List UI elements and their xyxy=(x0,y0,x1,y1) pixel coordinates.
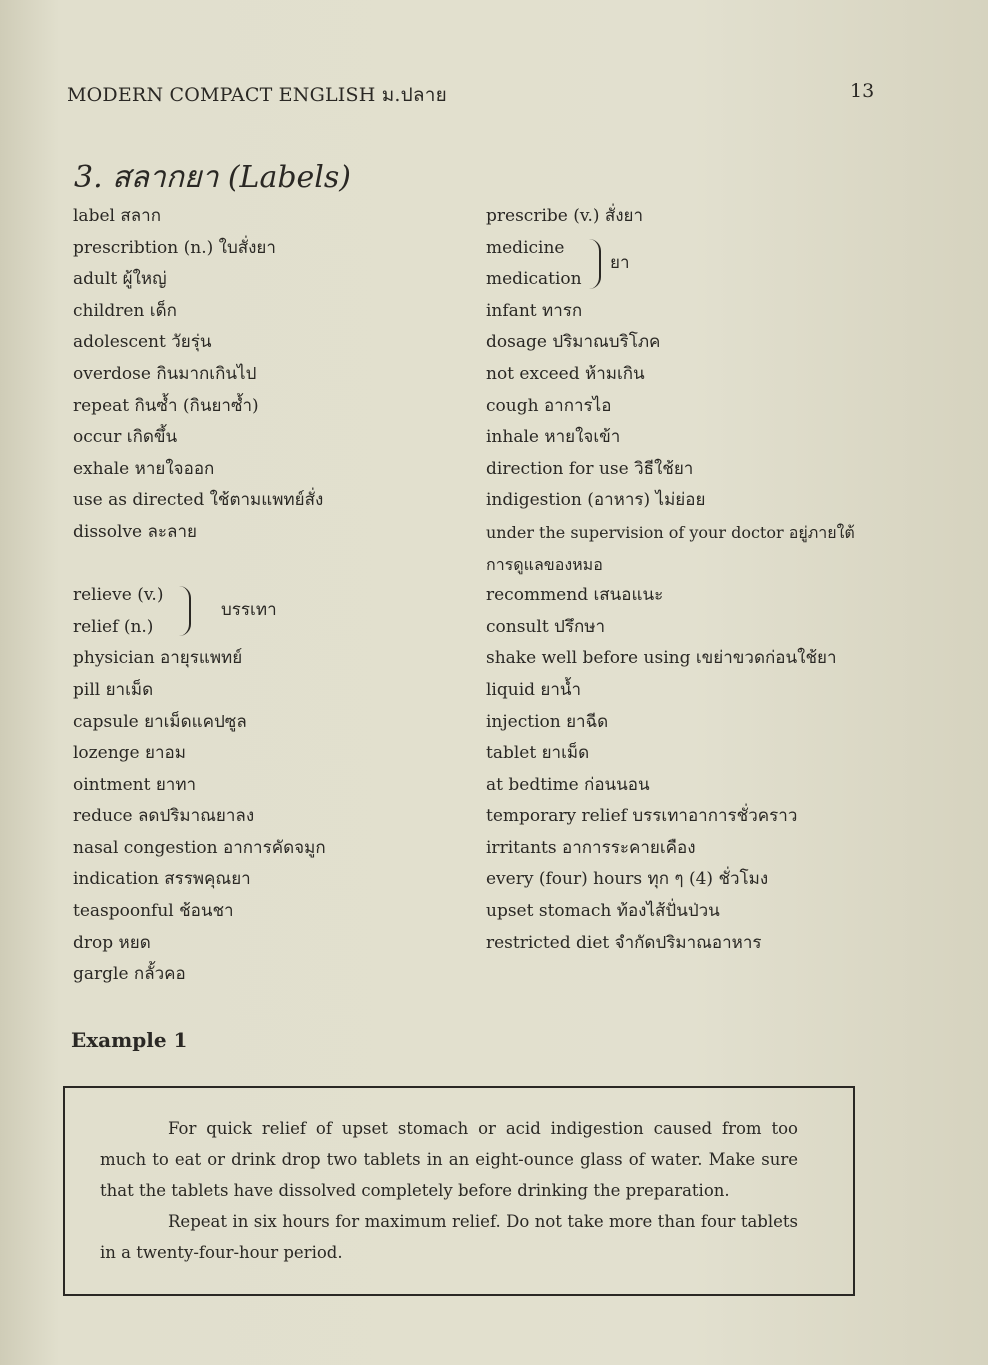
vocab-item: injection ยาฉีด xyxy=(486,711,609,732)
vocab-item: temporary relief บรรเทาอาการชั่วคราว xyxy=(486,806,798,827)
vocab-column-left xyxy=(73,201,493,991)
vocab-item: occur เกิดขึ้น xyxy=(73,427,178,448)
vocab-item: under the supervision of your doctor อยู่ภายใต้การดูแลของหมอ xyxy=(486,522,855,574)
vocab-item: use as directed ใช้ตามแพทย์สั่ง xyxy=(73,490,324,511)
vocab-item: indication สรรพคุณยา xyxy=(73,869,251,890)
vocab-item: irritants อาการระคายเคือง xyxy=(486,837,696,858)
vocab-item: gargle กลั้วคอ xyxy=(73,964,186,985)
running-header: MODERN COMPACT ENGLISH ม.ปลาย xyxy=(67,84,447,106)
vocab-item: adult ผู้ใหญ่ xyxy=(73,269,167,290)
vocab-item: repeat กินซ้ำ (กินยาซ้ำ) xyxy=(73,395,259,416)
vocab-item: overdose กินมากเกินไป xyxy=(73,363,257,384)
vocab-item: every (four) hours ทุก ๆ (4) ชั่วโมง xyxy=(486,869,769,890)
vocab-item: prescribe (v.) สั่งยา xyxy=(486,206,644,226)
vocab-item: inhale หายใจเข้า xyxy=(486,427,621,448)
brace-group xyxy=(486,233,886,296)
page-number: 13 xyxy=(850,80,875,102)
vocab-item: recommend เสนอแนะ xyxy=(486,585,664,606)
brace-label: บรรเทา xyxy=(221,600,277,621)
brace-group xyxy=(73,580,493,643)
brace-label: ยา xyxy=(610,252,630,273)
vocab-item: consult ปรึกษา xyxy=(486,616,606,637)
vocab-item: capsule ยาเม็ดแคปซูล xyxy=(73,711,247,732)
example-paragraph: For quick relief of upset stomach or acid indigestion caused from too much to eat or drink drop two tablets in an eight-ounce glass of water. Make sure that the tablets have dissolved completely before drinking the preparation. xyxy=(100,1119,798,1200)
vocab-item: not exceed ห้ามเกิน xyxy=(486,363,645,384)
vocab-item: drop หยด xyxy=(73,932,151,953)
section-title: 3. สลากยา (Labels) xyxy=(74,160,351,195)
curly-brace xyxy=(589,239,601,289)
vocab-item: upset stomach ท้องไส้ปั่นป่วน xyxy=(486,901,720,922)
vocab-item: cough อาการไอ xyxy=(486,395,612,416)
vocab-item: nasal congestion อาการคัดจมูก xyxy=(73,837,326,858)
vocab-item: tablet ยาเม็ด xyxy=(486,743,590,764)
vocab-item: exhale หายใจออก xyxy=(73,458,215,479)
vocab-item: ointment ยาทา xyxy=(73,774,197,795)
vocab-column-right xyxy=(486,201,886,959)
vocab-item: shake well before using เขย่าขวดก่อนใช้ยา xyxy=(486,648,837,669)
vocab-item: lozenge ยาอม xyxy=(73,743,186,764)
column-gap xyxy=(73,549,493,581)
curly-brace xyxy=(179,586,191,636)
example-paragraph: Repeat in six hours for maximum relief. Do not take more than four tablets in a twenty-four-hour period. xyxy=(100,1212,798,1262)
vocab-item: physician อายุรแพทย์ xyxy=(73,648,243,669)
example-text xyxy=(100,1113,798,1268)
vocab-item: liquid ยาน้ำ xyxy=(486,679,582,700)
vocab-item: medication xyxy=(486,269,582,290)
vocab-item: reduce ลดปริมาณยาลง xyxy=(73,806,255,827)
vocab-item: teaspoonful ช้อนชา xyxy=(73,901,234,922)
vocab-item: label สลาก xyxy=(73,206,161,226)
vocab-item: children เด็ก xyxy=(73,300,177,321)
vocab-item: relieve (v.) xyxy=(73,585,164,606)
vocab-item: dissolve ละลาย xyxy=(73,521,197,542)
vocab-item: direction for use วิธีใช้ยา xyxy=(486,458,694,479)
vocab-item: infant ทารก xyxy=(486,300,583,321)
vocab-item: relief (n.) xyxy=(73,616,154,637)
vocab-item: prescribtion (n.) ใบสั่งยา xyxy=(73,237,276,258)
vocab-item: dosage ปริมาณบริโภค xyxy=(486,332,661,353)
vocab-item: indigestion (อาหาร) ไม่ย่อย xyxy=(486,490,706,511)
vocab-item: medicine xyxy=(486,237,565,258)
example-title: Example 1 xyxy=(71,1028,188,1052)
vocab-item: adolescent วัยรุ่น xyxy=(73,332,212,353)
vocab-item: restricted diet จำกัดปริมาณอาหาร xyxy=(486,932,762,953)
vocab-item: pill ยาเม็ด xyxy=(73,679,154,700)
vocab-item: at bedtime ก่อนนอน xyxy=(486,774,650,795)
